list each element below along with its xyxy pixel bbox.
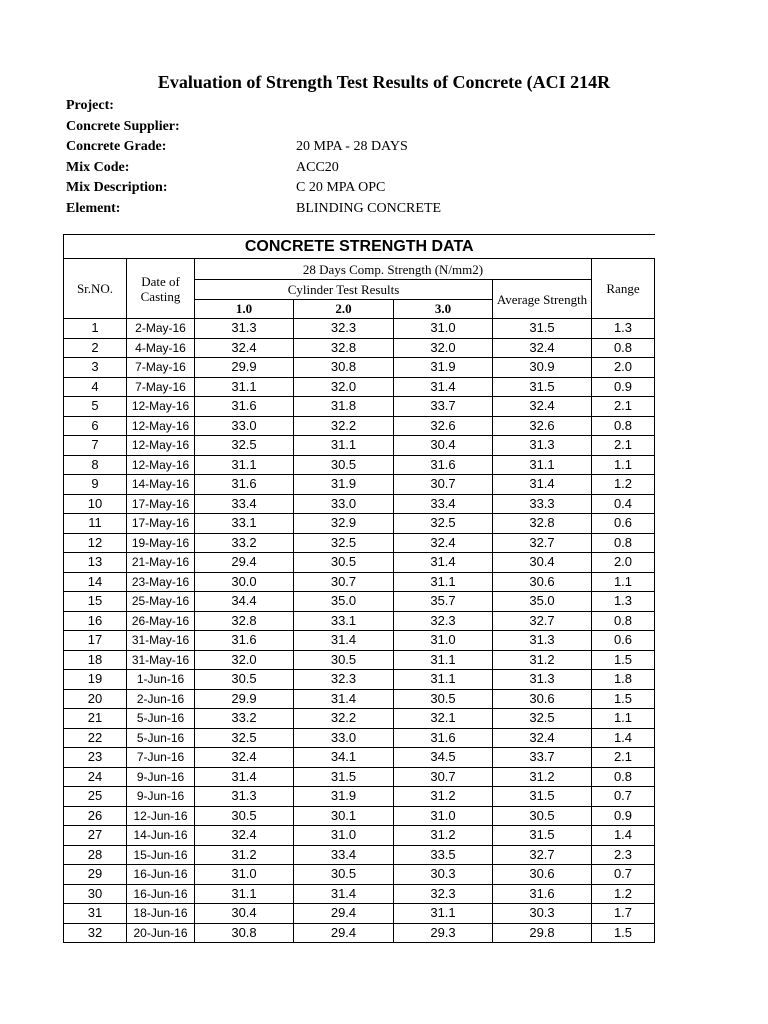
date-cell: 9-Jun-16 bbox=[127, 787, 195, 807]
cylinder-2-cell: 31.0 bbox=[294, 826, 394, 846]
cylinder-3-cell: 30.4 bbox=[394, 436, 493, 456]
cylinder-1-cell: 32.4 bbox=[195, 338, 294, 358]
date-cell: 2-Jun-16 bbox=[127, 689, 195, 709]
date-cell: 4-May-16 bbox=[127, 338, 195, 358]
concrete-strength-table bbox=[63, 234, 655, 943]
sr-no-cell: 15 bbox=[64, 592, 127, 612]
header-cylinder-1: 1.0 bbox=[195, 300, 294, 319]
date-cell: 31-May-16 bbox=[127, 650, 195, 670]
average-cell: 33.3 bbox=[493, 494, 592, 514]
cylinder-2-cell: 30.5 bbox=[294, 553, 394, 573]
range-cell: 2.1 bbox=[592, 397, 655, 417]
range-cell: 0.7 bbox=[592, 787, 655, 807]
cylinder-1-cell: 30.5 bbox=[195, 670, 294, 690]
date-cell: 17-May-16 bbox=[127, 494, 195, 514]
cylinder-2-cell: 33.0 bbox=[294, 494, 394, 514]
meta-label: Project: bbox=[66, 98, 114, 113]
cylinder-1-cell: 31.2 bbox=[195, 845, 294, 865]
sr-no-cell: 3 bbox=[64, 358, 127, 378]
header-date-of-casting: Date of Casting bbox=[127, 259, 195, 319]
cylinder-3-cell: 30.7 bbox=[394, 475, 493, 495]
date-cell: 7-May-16 bbox=[127, 377, 195, 397]
cylinder-2-cell: 30.8 bbox=[294, 358, 394, 378]
sr-no-cell: 4 bbox=[64, 377, 127, 397]
cylinder-1-cell: 32.0 bbox=[195, 650, 294, 670]
cylinder-1-cell: 33.4 bbox=[195, 494, 294, 514]
cylinder-2-cell: 29.4 bbox=[294, 904, 394, 924]
cylinder-3-cell: 31.1 bbox=[394, 650, 493, 670]
range-cell: 1.8 bbox=[592, 670, 655, 690]
cylinder-1-cell: 33.1 bbox=[195, 514, 294, 534]
table-row bbox=[64, 923, 655, 943]
cylinder-3-cell: 31.1 bbox=[394, 572, 493, 592]
header-sr-no: Sr.NO. bbox=[64, 259, 127, 319]
range-cell: 0.8 bbox=[592, 416, 655, 436]
range-cell: 1.5 bbox=[592, 689, 655, 709]
average-cell: 30.5 bbox=[493, 806, 592, 826]
average-cell: 30.4 bbox=[493, 553, 592, 573]
cylinder-3-cell: 31.2 bbox=[394, 826, 493, 846]
meta-value: BLINDING CONCRETE bbox=[296, 200, 442, 216]
cylinder-1-cell: 31.3 bbox=[195, 787, 294, 807]
table-row bbox=[64, 826, 655, 846]
sr-no-cell: 24 bbox=[64, 767, 127, 787]
sr-no-cell: 31 bbox=[64, 904, 127, 924]
average-cell: 31.6 bbox=[493, 884, 592, 904]
cylinder-2-cell: 32.0 bbox=[294, 377, 394, 397]
table-row bbox=[64, 592, 655, 612]
sr-no-cell: 1 bbox=[64, 319, 127, 339]
cylinder-3-cell: 31.1 bbox=[394, 670, 493, 690]
range-cell: 1.2 bbox=[592, 884, 655, 904]
cylinder-2-cell: 32.2 bbox=[294, 416, 394, 436]
cylinder-1-cell: 31.1 bbox=[195, 455, 294, 475]
range-cell: 1.4 bbox=[592, 728, 655, 748]
date-cell: 15-Jun-16 bbox=[127, 845, 195, 865]
average-cell: 32.7 bbox=[493, 611, 592, 631]
header-range: Range bbox=[592, 259, 655, 319]
table-row bbox=[64, 904, 655, 924]
date-cell: 12-Jun-16 bbox=[127, 806, 195, 826]
meta-value: ACC20 bbox=[296, 159, 339, 175]
cylinder-2-cell: 31.4 bbox=[294, 689, 394, 709]
date-cell: 9-Jun-16 bbox=[127, 767, 195, 787]
cylinder-2-cell: 30.1 bbox=[294, 806, 394, 826]
date-cell: 2-May-16 bbox=[127, 319, 195, 339]
average-cell: 30.9 bbox=[493, 358, 592, 378]
cylinder-3-cell: 31.6 bbox=[394, 728, 493, 748]
date-cell: 19-May-16 bbox=[127, 533, 195, 553]
sr-no-cell: 11 bbox=[64, 514, 127, 534]
cylinder-3-cell: 35.7 bbox=[394, 592, 493, 612]
table-row bbox=[64, 787, 655, 807]
date-cell: 12-May-16 bbox=[127, 455, 195, 475]
table-body bbox=[64, 319, 655, 943]
range-cell: 0.8 bbox=[592, 767, 655, 787]
cylinder-2-cell: 31.9 bbox=[294, 475, 394, 495]
cylinder-2-cell: 30.5 bbox=[294, 455, 394, 475]
sr-no-cell: 18 bbox=[64, 650, 127, 670]
cylinder-2-cell: 35.0 bbox=[294, 592, 394, 612]
sr-no-cell: 5 bbox=[64, 397, 127, 417]
date-cell: 5-Jun-16 bbox=[127, 709, 195, 729]
cylinder-1-cell: 31.6 bbox=[195, 397, 294, 417]
cylinder-2-cell: 29.4 bbox=[294, 923, 394, 943]
cylinder-1-cell: 31.3 bbox=[195, 319, 294, 339]
meta-value: C 20 MPA OPC bbox=[296, 180, 386, 195]
date-cell: 17-May-16 bbox=[127, 514, 195, 534]
date-cell: 14-May-16 bbox=[127, 475, 195, 495]
table-row bbox=[64, 650, 655, 670]
cylinder-1-cell: 32.5 bbox=[195, 728, 294, 748]
meta-label: Element: bbox=[66, 200, 121, 216]
cylinder-2-cell: 33.0 bbox=[294, 728, 394, 748]
cylinder-3-cell: 31.4 bbox=[394, 553, 493, 573]
cylinder-2-cell: 30.7 bbox=[294, 572, 394, 592]
cylinder-2-cell: 31.4 bbox=[294, 884, 394, 904]
range-cell: 1.5 bbox=[592, 923, 655, 943]
date-cell: 21-May-16 bbox=[127, 553, 195, 573]
average-cell: 31.2 bbox=[493, 650, 592, 670]
sr-no-cell: 2 bbox=[64, 338, 127, 358]
date-cell: 14-Jun-16 bbox=[127, 826, 195, 846]
cylinder-3-cell: 31.1 bbox=[394, 904, 493, 924]
cylinder-2-cell: 34.1 bbox=[294, 748, 394, 768]
sr-no-cell: 21 bbox=[64, 709, 127, 729]
date-cell: 7-Jun-16 bbox=[127, 748, 195, 768]
table-row bbox=[64, 631, 655, 651]
range-cell: 0.9 bbox=[592, 377, 655, 397]
table-row bbox=[64, 319, 655, 339]
sr-no-cell: 8 bbox=[64, 455, 127, 475]
cylinder-1-cell: 33.2 bbox=[195, 533, 294, 553]
sr-no-cell: 28 bbox=[64, 845, 127, 865]
sr-no-cell: 29 bbox=[64, 865, 127, 885]
average-cell: 32.8 bbox=[493, 514, 592, 534]
sr-no-cell: 20 bbox=[64, 689, 127, 709]
range-cell: 1.1 bbox=[592, 709, 655, 729]
range-cell: 0.8 bbox=[592, 611, 655, 631]
range-cell: 2.1 bbox=[592, 748, 655, 768]
sr-no-cell: 30 bbox=[64, 884, 127, 904]
cylinder-2-cell: 31.4 bbox=[294, 631, 394, 651]
table-row bbox=[64, 572, 655, 592]
table-row bbox=[64, 416, 655, 436]
cylinder-1-cell: 32.5 bbox=[195, 436, 294, 456]
table-row bbox=[64, 533, 655, 553]
table-row bbox=[64, 397, 655, 417]
table-banner: CONCRETE STRENGTH DATA bbox=[64, 235, 655, 259]
date-cell: 1-Jun-16 bbox=[127, 670, 195, 690]
range-cell: 0.8 bbox=[592, 338, 655, 358]
average-cell: 31.1 bbox=[493, 455, 592, 475]
sr-no-cell: 13 bbox=[64, 553, 127, 573]
sr-no-cell: 16 bbox=[64, 611, 127, 631]
cylinder-3-cell: 29.3 bbox=[394, 923, 493, 943]
average-cell: 32.5 bbox=[493, 709, 592, 729]
table-row bbox=[64, 553, 655, 573]
table-row bbox=[64, 689, 655, 709]
date-cell: 12-May-16 bbox=[127, 397, 195, 417]
cylinder-2-cell: 33.1 bbox=[294, 611, 394, 631]
cylinder-3-cell: 31.6 bbox=[394, 455, 493, 475]
range-cell: 1.3 bbox=[592, 319, 655, 339]
cylinder-1-cell: 33.2 bbox=[195, 709, 294, 729]
cylinder-1-cell: 29.9 bbox=[195, 689, 294, 709]
date-cell: 18-Jun-16 bbox=[127, 904, 195, 924]
cylinder-2-cell: 30.5 bbox=[294, 865, 394, 885]
range-cell: 1.5 bbox=[592, 650, 655, 670]
average-cell: 31.5 bbox=[493, 319, 592, 339]
table-row bbox=[64, 338, 655, 358]
table-row bbox=[64, 767, 655, 787]
cylinder-3-cell: 32.1 bbox=[394, 709, 493, 729]
date-cell: 12-May-16 bbox=[127, 416, 195, 436]
table-row bbox=[64, 845, 655, 865]
average-cell: 32.7 bbox=[493, 533, 592, 553]
table-row bbox=[64, 514, 655, 534]
table-row bbox=[64, 358, 655, 378]
table-row bbox=[64, 611, 655, 631]
range-cell: 2.1 bbox=[592, 436, 655, 456]
average-cell: 31.5 bbox=[493, 826, 592, 846]
cylinder-3-cell: 30.3 bbox=[394, 865, 493, 885]
table-row bbox=[64, 865, 655, 885]
average-cell: 31.3 bbox=[493, 631, 592, 651]
average-cell: 31.2 bbox=[493, 767, 592, 787]
cylinder-1-cell: 30.4 bbox=[195, 904, 294, 924]
date-cell: 16-Jun-16 bbox=[127, 884, 195, 904]
sr-no-cell: 23 bbox=[64, 748, 127, 768]
table-row bbox=[64, 884, 655, 904]
date-cell: 25-May-16 bbox=[127, 592, 195, 612]
range-cell: 0.9 bbox=[592, 806, 655, 826]
sr-no-cell: 25 bbox=[64, 787, 127, 807]
table-row bbox=[64, 709, 655, 729]
cylinder-2-cell: 32.5 bbox=[294, 533, 394, 553]
date-cell: 16-Jun-16 bbox=[127, 865, 195, 885]
average-cell: 30.6 bbox=[493, 689, 592, 709]
cylinder-3-cell: 34.5 bbox=[394, 748, 493, 768]
cylinder-1-cell: 30.8 bbox=[195, 923, 294, 943]
sr-no-cell: 12 bbox=[64, 533, 127, 553]
meta-label: Mix Code: bbox=[66, 159, 130, 175]
cylinder-2-cell: 32.3 bbox=[294, 670, 394, 690]
cylinder-3-cell: 31.4 bbox=[394, 377, 493, 397]
range-cell: 1.7 bbox=[592, 904, 655, 924]
table-row bbox=[64, 670, 655, 690]
range-cell: 2.3 bbox=[592, 845, 655, 865]
range-cell: 0.4 bbox=[592, 494, 655, 514]
cylinder-3-cell: 30.5 bbox=[394, 689, 493, 709]
cylinder-3-cell: 32.3 bbox=[394, 611, 493, 631]
cylinder-1-cell: 31.1 bbox=[195, 377, 294, 397]
cylinder-1-cell: 31.1 bbox=[195, 884, 294, 904]
table-row bbox=[64, 494, 655, 514]
sr-no-cell: 10 bbox=[64, 494, 127, 514]
average-cell: 30.3 bbox=[493, 904, 592, 924]
cylinder-2-cell: 31.1 bbox=[294, 436, 394, 456]
average-cell: 30.6 bbox=[493, 865, 592, 885]
cylinder-3-cell: 30.7 bbox=[394, 767, 493, 787]
average-cell: 29.8 bbox=[493, 923, 592, 943]
range-cell: 2.0 bbox=[592, 553, 655, 573]
average-cell: 35.0 bbox=[493, 592, 592, 612]
sr-no-cell: 27 bbox=[64, 826, 127, 846]
meta-label: Mix Description: bbox=[66, 180, 168, 195]
table-row bbox=[64, 377, 655, 397]
date-cell: 12-May-16 bbox=[127, 436, 195, 456]
average-cell: 31.5 bbox=[493, 377, 592, 397]
cylinder-2-cell: 30.5 bbox=[294, 650, 394, 670]
cylinder-1-cell: 32.4 bbox=[195, 826, 294, 846]
page-title: Evaluation of Strength Test Results of Concrete (ACI 214R bbox=[157, 72, 611, 92]
cylinder-1-cell: 34.4 bbox=[195, 592, 294, 612]
table-row bbox=[64, 455, 655, 475]
sr-no-cell: 32 bbox=[64, 923, 127, 943]
average-cell: 32.7 bbox=[493, 845, 592, 865]
cylinder-2-cell: 31.9 bbox=[294, 787, 394, 807]
range-cell: 0.6 bbox=[592, 514, 655, 534]
cylinder-2-cell: 33.4 bbox=[294, 845, 394, 865]
average-cell: 30.6 bbox=[493, 572, 592, 592]
table-row bbox=[64, 806, 655, 826]
cylinder-3-cell: 32.5 bbox=[394, 514, 493, 534]
range-cell: 1.2 bbox=[592, 475, 655, 495]
cylinder-3-cell: 32.0 bbox=[394, 338, 493, 358]
cylinder-1-cell: 31.4 bbox=[195, 767, 294, 787]
average-cell: 33.7 bbox=[493, 748, 592, 768]
average-cell: 32.6 bbox=[493, 416, 592, 436]
cylinder-3-cell: 31.2 bbox=[394, 787, 493, 807]
date-cell: 26-May-16 bbox=[127, 611, 195, 631]
cylinder-1-cell: 31.0 bbox=[195, 865, 294, 885]
cylinder-3-cell: 33.7 bbox=[394, 397, 493, 417]
sr-no-cell: 14 bbox=[64, 572, 127, 592]
cylinder-3-cell: 31.0 bbox=[394, 319, 493, 339]
meta-label: Concrete Grade: bbox=[66, 139, 167, 154]
cylinder-3-cell: 31.0 bbox=[394, 631, 493, 651]
average-cell: 31.5 bbox=[493, 787, 592, 807]
sr-no-cell: 17 bbox=[64, 631, 127, 651]
sr-no-cell: 7 bbox=[64, 436, 127, 456]
average-cell: 31.3 bbox=[493, 670, 592, 690]
cylinder-1-cell: 32.8 bbox=[195, 611, 294, 631]
table-row bbox=[64, 436, 655, 456]
range-cell: 1.4 bbox=[592, 826, 655, 846]
sr-no-cell: 6 bbox=[64, 416, 127, 436]
table-row bbox=[64, 748, 655, 768]
cylinder-3-cell: 31.0 bbox=[394, 806, 493, 826]
range-cell: 0.6 bbox=[592, 631, 655, 651]
cylinder-1-cell: 31.6 bbox=[195, 631, 294, 651]
meta-label: Concrete Supplier: bbox=[66, 118, 180, 134]
cylinder-1-cell: 31.6 bbox=[195, 475, 294, 495]
range-cell: 1.1 bbox=[592, 572, 655, 592]
header-28-days-strength: 28 Days Comp. Strength (N/mm2) bbox=[195, 259, 592, 280]
cylinder-2-cell: 31.8 bbox=[294, 397, 394, 417]
sr-no-cell: 19 bbox=[64, 670, 127, 690]
cylinder-3-cell: 32.6 bbox=[394, 416, 493, 436]
header-average-strength: Average Strength bbox=[493, 280, 592, 319]
sr-no-cell: 22 bbox=[64, 728, 127, 748]
header-cylinder-2: 2.0 bbox=[294, 300, 394, 319]
header-cylinder-3: 3.0 bbox=[394, 300, 493, 319]
cylinder-2-cell: 32.3 bbox=[294, 319, 394, 339]
cylinder-1-cell: 32.4 bbox=[195, 748, 294, 768]
average-cell: 32.4 bbox=[493, 728, 592, 748]
header-cylinder-test-results: Cylinder Test Results bbox=[195, 280, 493, 300]
cylinder-2-cell: 32.8 bbox=[294, 338, 394, 358]
cylinder-1-cell: 33.0 bbox=[195, 416, 294, 436]
cylinder-3-cell: 33.5 bbox=[394, 845, 493, 865]
table-row bbox=[64, 728, 655, 748]
range-cell: 2.0 bbox=[592, 358, 655, 378]
cylinder-3-cell: 32.3 bbox=[394, 884, 493, 904]
range-cell: 0.8 bbox=[592, 533, 655, 553]
cylinder-2-cell: 31.5 bbox=[294, 767, 394, 787]
sr-no-cell: 26 bbox=[64, 806, 127, 826]
range-cell: 1.1 bbox=[592, 455, 655, 475]
average-cell: 32.4 bbox=[493, 397, 592, 417]
date-cell: 31-May-16 bbox=[127, 631, 195, 651]
cylinder-3-cell: 31.9 bbox=[394, 358, 493, 378]
cylinder-3-cell: 32.4 bbox=[394, 533, 493, 553]
date-cell: 20-Jun-16 bbox=[127, 923, 195, 943]
range-cell: 0.7 bbox=[592, 865, 655, 885]
sr-no-cell: 9 bbox=[64, 475, 127, 495]
cylinder-1-cell: 29.4 bbox=[195, 553, 294, 573]
cylinder-1-cell: 29.9 bbox=[195, 358, 294, 378]
cylinder-2-cell: 32.9 bbox=[294, 514, 394, 534]
average-cell: 31.4 bbox=[493, 475, 592, 495]
cylinder-1-cell: 30.5 bbox=[195, 806, 294, 826]
date-cell: 7-May-16 bbox=[127, 358, 195, 378]
cylinder-1-cell: 30.0 bbox=[195, 572, 294, 592]
cylinder-2-cell: 32.2 bbox=[294, 709, 394, 729]
average-cell: 32.4 bbox=[493, 338, 592, 358]
date-cell: 23-May-16 bbox=[127, 572, 195, 592]
cylinder-3-cell: 33.4 bbox=[394, 494, 493, 514]
meta-value: 20 MPA - 28 DAYS bbox=[296, 139, 408, 154]
date-cell: 5-Jun-16 bbox=[127, 728, 195, 748]
table-row bbox=[64, 475, 655, 495]
average-cell: 31.3 bbox=[493, 436, 592, 456]
range-cell: 1.3 bbox=[592, 592, 655, 612]
